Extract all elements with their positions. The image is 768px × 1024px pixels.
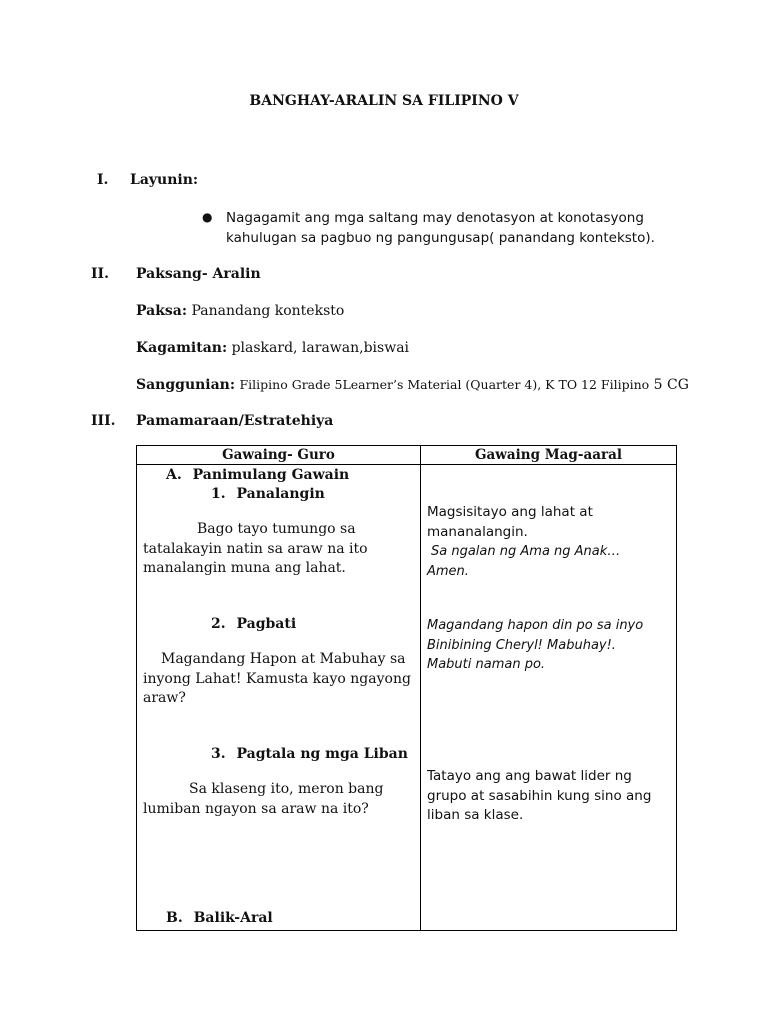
step-1-title: Panalangin	[236, 486, 325, 502]
part-a-heading	[166, 467, 349, 483]
activity-table	[136, 445, 677, 931]
step-1-guro-line-3: manalangin muna ang lahat.	[143, 560, 346, 576]
objective-line-1: Nagagamit ang mga saltang may denotasyon at konotasyong	[226, 210, 644, 226]
sanggunian-row	[136, 375, 689, 396]
step-1-mag-italic-2: Amen.	[427, 563, 469, 579]
sanggunian-label: Sanggunian:	[136, 377, 236, 393]
col-mag-aaral-header: Gawaing Mag-aaral	[421, 446, 677, 465]
step-2-mag-line-2: Binibining Cheryl! Mabuhay!.	[427, 637, 616, 653]
step-1-mag-line-1: Magsisitayo ang lahat at	[427, 504, 593, 520]
part-a-title: Panimulang Gawain	[192, 467, 350, 483]
page-title: BANGHAY-ARALIN SA FILIPINO V	[249, 93, 519, 109]
section-3-heading: Pamamaraan/Estratehiya	[136, 413, 334, 429]
sanggunian-suffix: 5 CG	[653, 377, 689, 393]
step-3-heading	[211, 746, 408, 762]
guro-cell	[137, 465, 421, 931]
section-2-heading: Paksang- Aralin	[136, 266, 261, 282]
bullet-icon: ●	[202, 210, 213, 224]
step-1-guro-text	[143, 520, 418, 579]
mag-aaral-cell	[421, 465, 677, 931]
step-2-guro-line-2: inyong Lahat! Kamusta kayo ngayong	[143, 670, 411, 687]
step-3-num: 3.	[211, 746, 226, 762]
step-2-title: Pagbati	[236, 616, 297, 632]
section-1-numeral: I.	[97, 172, 109, 188]
step-2-heading	[211, 616, 296, 632]
paksa-value: Panandang konteksto	[191, 303, 345, 319]
section-3-numeral: III.	[91, 413, 116, 429]
kagamitan-value: plaskard, larawan,biswai	[231, 340, 410, 356]
paksa-row	[136, 302, 344, 322]
section-1-heading: Layunin:	[130, 172, 199, 188]
col-guro-header: Gawaing- Guro	[137, 446, 421, 465]
step-2-guro-line-1: Magandang Hapon at Mabuhay sa	[161, 651, 406, 667]
step-3-mag-line-1: Tatayo ang ang bawat lider ng	[427, 768, 632, 784]
step-1-mag-italic-1: Sa ngalan ng Ama ng Anak…	[431, 544, 621, 559]
step-2-mag-line-1: Magandang hapon din po sa inyo	[427, 618, 644, 633]
section-2-numeral: II.	[91, 266, 109, 282]
step-1-guro-line-2: tatalakayin natin sa araw na ito	[143, 540, 368, 557]
step-2-num: 2.	[211, 616, 226, 632]
part-a-letter: A.	[166, 467, 182, 483]
step-2-guro-text	[143, 650, 418, 709]
step-2-mag-line-3: Mabuti naman po.	[427, 657, 546, 672]
step-1-mag-text	[427, 503, 677, 581]
step-3-guro-line-1: Sa klaseng ito, meron bang	[189, 781, 384, 797]
step-3-title: Pagtala ng mga Liban	[236, 746, 408, 762]
sanggunian-value: Filipino Grade 5Learner’s Material (Quarter 4), K TO 12 Filipino	[239, 377, 650, 392]
step-1-heading	[211, 486, 325, 502]
part-b-heading	[166, 910, 273, 926]
step-1-mag-line-2: mananalangin.	[427, 523, 528, 540]
step-2-mag-text	[427, 616, 677, 675]
part-b-title: Balik-Aral	[193, 910, 273, 926]
step-3-mag-line-3: liban sa klase.	[427, 807, 524, 823]
part-b-letter: B.	[166, 910, 183, 926]
kagamitan-label: Kagamitan:	[136, 340, 228, 356]
paksa-label: Paksa:	[136, 303, 188, 319]
objective-text	[226, 209, 655, 248]
step-3-mag-text	[427, 767, 677, 826]
step-3-mag-line-2: grupo at sasabihin kung sino ang	[427, 787, 652, 804]
kagamitan-row	[136, 339, 409, 359]
step-3-guro-text	[143, 780, 418, 819]
objective-line-2: kahulugan sa pagbuo ng pangungusap( panandang konteksto).	[226, 229, 655, 246]
step-3-guro-line-2: lumiban ngayon sa araw na ito?	[143, 800, 369, 817]
step-1-num: 1.	[211, 486, 226, 502]
step-1-guro-line-1: Bago tayo tumungo sa	[197, 521, 356, 537]
step-2-guro-line-3: araw?	[143, 690, 186, 706]
